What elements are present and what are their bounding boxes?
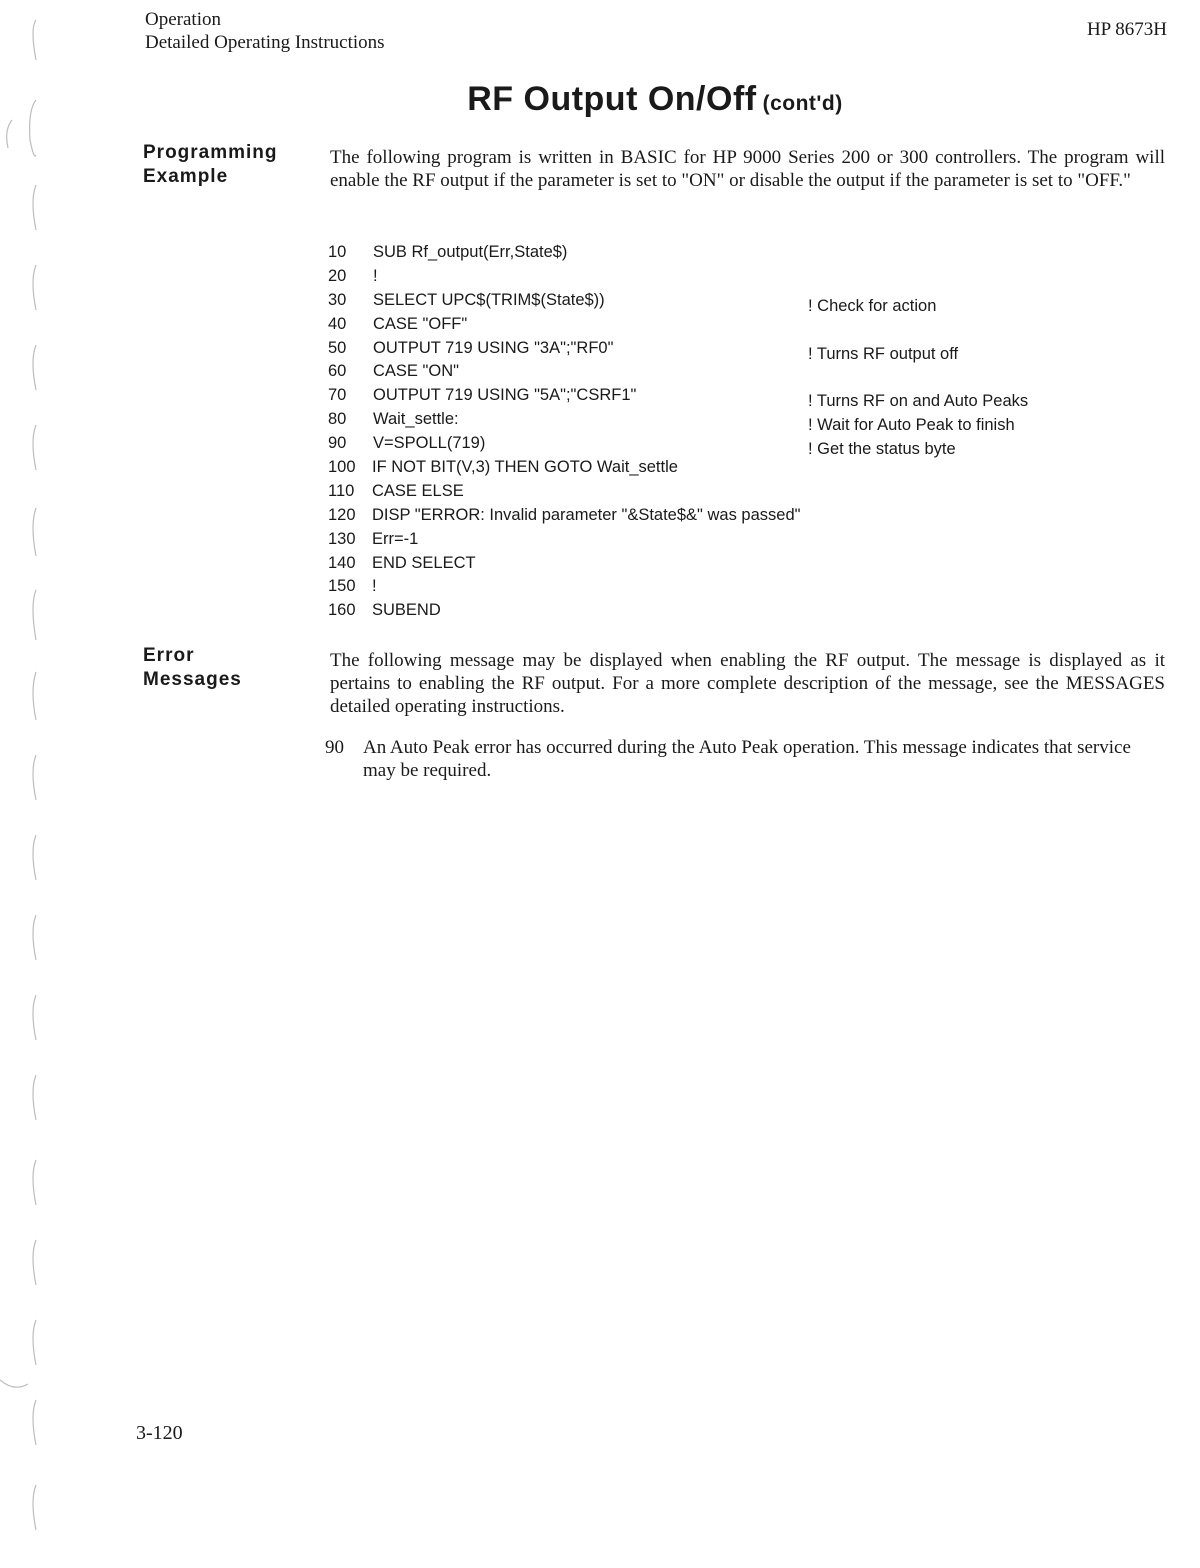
running-header — [145, 8, 385, 54]
header-subsection: Detailed Operating Instructions — [145, 32, 385, 53]
code-comment: ! Wait for Auto Peak to finish — [808, 416, 1015, 435]
code-statement: V=SPOLL(719) — [373, 434, 486, 453]
code-comment: ! Check for action — [808, 296, 937, 315]
code-statement: OUTPUT 719 USING "5A";"CSRF1" — [373, 386, 637, 405]
code-statement: SUB Rf_output(Err,State$) — [373, 243, 568, 261]
line-number: 90 — [328, 434, 347, 453]
line-number: 110 — [328, 481, 355, 500]
line-number: 80 — [328, 410, 347, 429]
code-line — [328, 528, 1108, 552]
code-comment: ! Turns RF output off — [808, 344, 959, 363]
code-line — [328, 265, 1108, 289]
code-line — [328, 599, 1108, 623]
code-line — [328, 313, 1108, 337]
line-number: 160 — [328, 601, 356, 620]
line-number: 20 — [328, 266, 347, 285]
code-statement: CASE "ON" — [373, 362, 459, 381]
code-line — [328, 337, 1108, 361]
error-description: An Auto Peak error has occurred during the Auto Peak operation. This message indicates that service may be required. — [363, 737, 1131, 781]
code-line — [328, 241, 1108, 265]
line-number: 70 — [328, 386, 347, 405]
line-number: 120 — [328, 505, 356, 524]
heading-line: Messages — [143, 669, 242, 690]
line-number: 30 — [328, 290, 347, 309]
binding-hole-marks — [0, 0, 50, 1568]
line-number: 60 — [328, 362, 347, 381]
code-line — [328, 504, 1108, 528]
header-model: HP 8673H — [1086, 19, 1167, 40]
code-line — [328, 456, 1108, 480]
error-messages-intro: The following message may be displayed when enabling the RF output. The message is displayed as it pertains to enabling the RF output. For a more complete description of the message, see the MESSAGES detailed operating instructions. — [330, 650, 1165, 717]
heading-line: Example — [143, 166, 229, 187]
line-number: 140 — [328, 553, 356, 572]
error-messages-heading — [143, 644, 308, 692]
programming-example-heading — [143, 141, 308, 189]
line-number: 40 — [328, 314, 347, 333]
code-statement: END SELECT — [372, 553, 476, 572]
code-statement: CASE "OFF" — [373, 314, 468, 333]
error-code: 90 — [325, 737, 344, 758]
line-number: 130 — [328, 529, 356, 548]
code-line — [328, 480, 1108, 504]
header-section: Operation — [145, 9, 221, 30]
programming-example-intro: The following program is written in BASIC for HP 9000 Series 200 or 300 controllers. The program will enable the RF output if the parameter is set to "ON" or disable the output if the parameter is set to "OFF." — [330, 147, 1165, 191]
code-comment: ! Turns RF on and Auto Peaks — [808, 392, 1029, 411]
line-number: 10 — [328, 243, 347, 261]
line-number: 150 — [328, 577, 356, 596]
code-line — [328, 432, 1108, 459]
heading-line: Error — [143, 645, 195, 666]
line-number: 100 — [328, 458, 356, 477]
page-title — [0, 80, 1200, 119]
line-number: 50 — [328, 338, 347, 357]
code-statement: ! — [372, 577, 377, 596]
code-statement: ! — [373, 266, 378, 285]
code-line — [328, 552, 1108, 576]
code-statement: SELECT UPC$(TRIM$(State$)) — [373, 290, 605, 309]
code-statement: Wait_settle: — [373, 410, 459, 429]
code-line — [328, 384, 1108, 411]
page-title-main: RF Output On/Off — [467, 80, 757, 118]
heading-line: Programming — [143, 142, 278, 163]
code-statement: CASE ELSE — [372, 481, 464, 500]
code-statement: OUTPUT 719 USING "3A";"RF0" — [373, 338, 614, 357]
code-line — [328, 408, 1108, 435]
code-statement: Err=-1 — [372, 529, 419, 548]
page-title-suffix: (cont'd) — [762, 92, 843, 115]
code-statement: DISP "ERROR: Invalid parameter "&State$&" was passed" — [372, 505, 801, 524]
code-line — [328, 575, 1108, 599]
page-number: 3-120 — [136, 1422, 183, 1444]
code-statement: IF NOT BIT(V,3) THEN GOTO Wait_settle — [372, 458, 678, 477]
code-statement: SUBEND — [372, 601, 441, 620]
code-listing — [328, 241, 1108, 623]
code-line — [328, 360, 1108, 384]
code-comment: ! Get the status byte — [808, 440, 956, 459]
code-line — [328, 289, 1108, 313]
